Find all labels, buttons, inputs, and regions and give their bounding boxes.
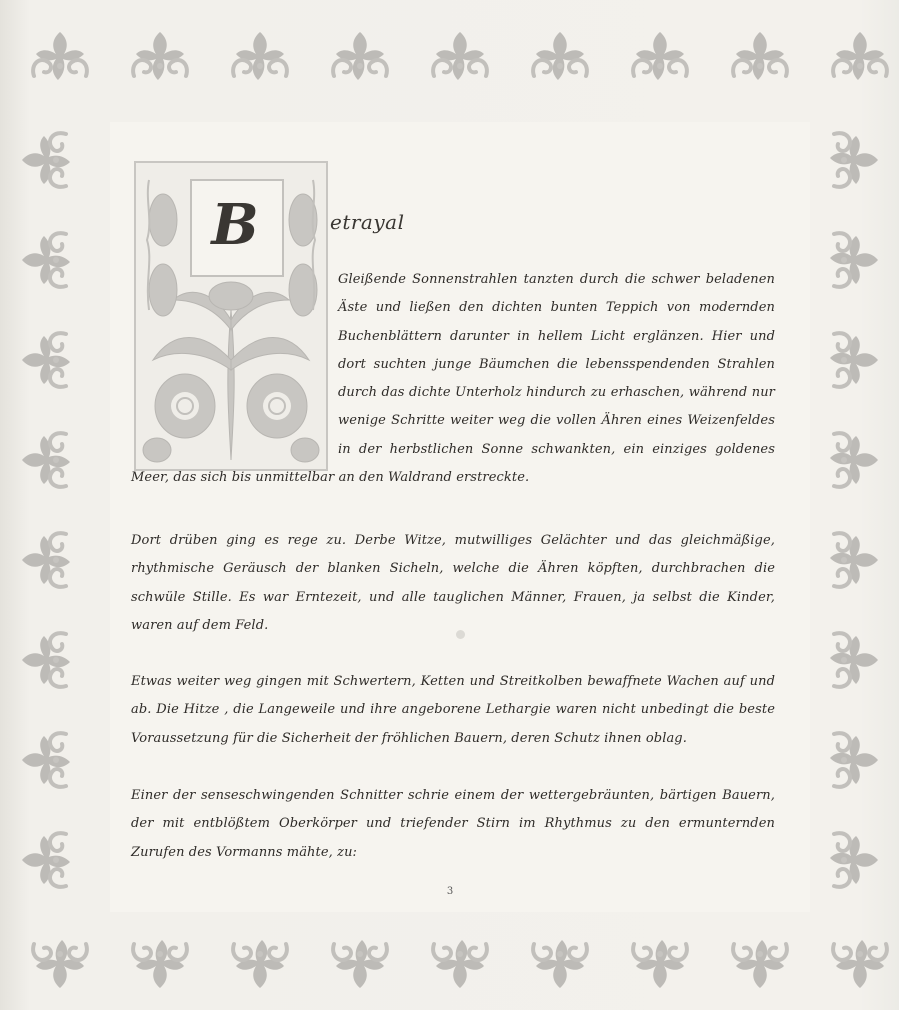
leaf-scroll-icon [22,833,70,887]
leaf-scroll-icon [830,533,878,587]
page-number: 3 [446,886,454,897]
drop-cap-space [131,266,338,464]
leaf-scroll-icon [233,940,287,988]
leaf-scroll-icon [733,32,787,80]
leaf-scroll-icon [830,233,878,287]
leaf-scroll-icon [830,733,878,787]
chapter-title: etrayal [330,210,405,234]
leaf-scroll-icon [633,32,687,80]
leaf-scroll-icon [22,633,70,687]
leaf-scroll-icon [22,233,70,287]
leaf-scroll-icon [833,940,887,988]
paper-speck [456,630,465,639]
drop-cap-letter: B [211,192,259,258]
leaf-scroll-icon [33,940,87,988]
leaf-scroll-icon [830,833,878,887]
leaf-scroll-icon [33,32,87,80]
paragraph: Etwas weiter weg gingen mit Schwertern, Ketten und Streitkolben bewaffnete Wachen auf und ab. Die Hitze , die Langeweile und ihre angeborene Lethargie waren nicht unbedingt die beste Voraussetzung für die Sicherheit der fröhlichen Bauern, deren Schutz ihnen oblag. [131,674,775,746]
paragraph-text: Gleißende Sonnenstrahlen tanzten durch die schwer beladenen Äste und ließen den dichten bunten Teppich von modernden Buchenblättern darunter in hellem Licht erglänzen. Hier und dort suchten junge Bäumchen die lebensspendenden Strahlen durch das dichte Unterholz hindurch zu erhaschen, während nur wenige Schritte weiter weg die vollen Ähren eines Weizenfeldes in der herbstlichen Sonne schwankten, ein einziges goldenes Meer, das sich bis unmittelbar an den Waldrand erstreckte. [131,272,775,486]
leaf-scroll-icon [533,940,587,988]
leaf-scroll-icon [333,940,387,988]
leaf-scroll-icon [533,32,587,80]
leaf-scroll-icon [22,433,70,487]
paragraph: Einer der senseschwingenden Schnitter schrie einem der wettergebräunten, bärtigen Bauern, der mit entblößtem Oberkörper und triefender Stirn im Rhythmus zu den ermunternden Zurufen des Vormanns mähte, zu: [131,788,775,860]
leaf-scroll-icon [22,133,70,187]
paragraph [131,266,775,492]
paragraph: Dort drüben ging es rege zu. Derbe Witze, mutwilliges Gelächter und das gleichmäßige, rhythmische Geräusch der blanken Sicheln, welche die Ähren köpften, durchbrachen die schwüle Stille. Es war Erntezeit, und alle tauglichen Männer, Frauen, ja selbst die Kinder, waren auf dem Feld. [131,533,775,633]
leaf-scroll-icon [22,733,70,787]
leaf-scroll-icon [633,940,687,988]
leaf-scroll-icon [433,32,487,80]
leaf-scroll-icon [22,533,70,587]
leaf-scroll-icon [830,133,878,187]
leaf-scroll-icon [830,633,878,687]
leaf-scroll-icon [830,433,878,487]
leaf-scroll-icon [433,940,487,988]
leaf-scroll-icon [133,940,187,988]
leaf-scroll-icon [233,32,287,80]
leaf-scroll-icon [133,32,187,80]
leaf-scroll-icon [733,940,787,988]
leaf-scroll-icon [833,32,887,80]
leaf-scroll-icon [22,333,70,387]
leaf-scroll-icon [830,333,878,387]
leaf-scroll-icon [333,32,387,80]
